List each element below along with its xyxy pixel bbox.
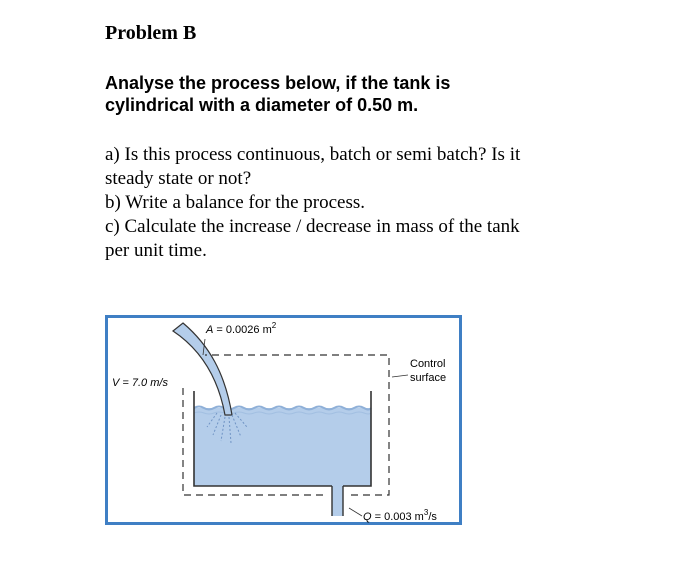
tank-diagram — [105, 315, 462, 525]
tank-water — [194, 408, 371, 486]
question-line: b) Write a balance for the process. — [105, 192, 366, 213]
tank-diagram-svg — [105, 315, 462, 525]
control-surface-label-line2: surface — [410, 372, 447, 384]
problem-questions — [105, 143, 605, 263]
question-line: a) Is this process continuous, batch or semi batch? Is it — [105, 144, 521, 165]
intro-line: cylindrical with a diameter of 0.50 m. — [105, 95, 419, 115]
intro-line: Analyse the process below, if the tank is — [105, 73, 451, 93]
area-label: A = 0.0026 $m^2$ — [206, 321, 277, 336]
problem-heading: Problem B — [105, 22, 197, 44]
velocity-label: V = 7.0 m/s — [112, 377, 168, 389]
problem-intro — [105, 72, 585, 116]
question-line: per unit time. — [105, 240, 207, 261]
outlet-pipe — [332, 486, 343, 516]
question-line: steady state or not? — [105, 168, 252, 189]
flow-label: Q = 0.003 $m^3/s$ — [363, 508, 437, 523]
question-line: c) Calculate the increase / decrease in mass of the tank — [105, 216, 520, 237]
control-surface-label-line1: Control — [410, 358, 446, 370]
